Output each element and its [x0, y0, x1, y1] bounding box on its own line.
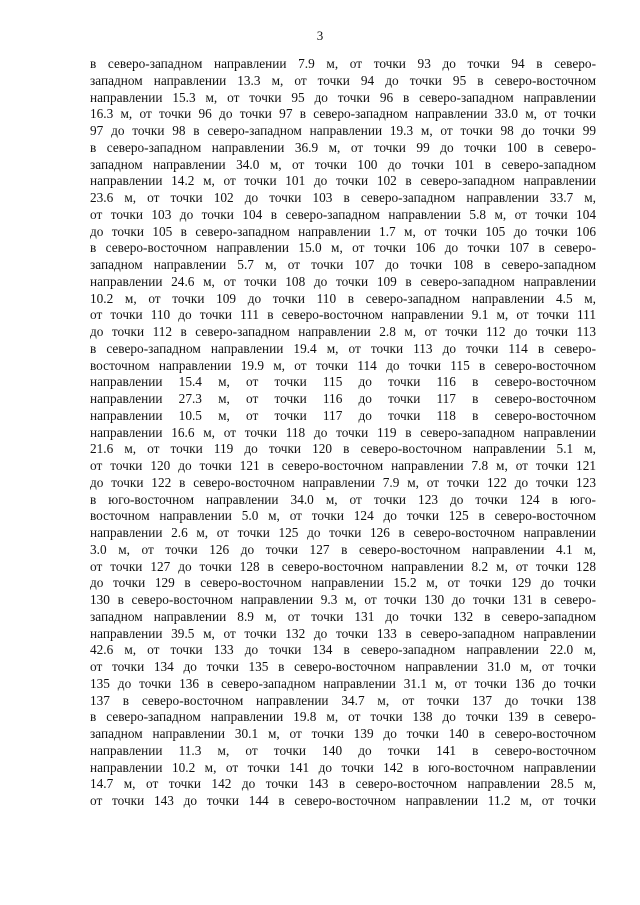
text-line: 3.0 м, от точки 126 до точки 127 в северо-восточном направлении 4.1 м, [90, 541, 596, 557]
text-line: до точки 129 в северо-восточном направлении 15.2 м, от точки 129 до точки [90, 575, 596, 591]
text-line: от точки 103 до точки 104 в северо-западном направлении 5.8 м, от точки 104 [90, 206, 596, 222]
text-line: в северо-западном направлении 19.4 м, от точки 113 до точки 114 в северо- [90, 340, 596, 356]
text-line: 23.6 м, от точки 102 до точки 103 в северо-западном направлении 33.7 м, [90, 190, 596, 205]
text-line: от точки 134 до точки 135 в северо-восточном направлении 31.0 м, от точки [90, 659, 596, 674]
text-line: в северо-восточном направлении 15.0 м, от точки 106 до точки 107 в северо- [90, 240, 596, 256]
text-line: западном направлении 8.9 м, от точки 131 до точки 132 в северо-западном [90, 608, 596, 624]
text-line: 42.6 м, от точки 133 до точки 134 в северо-западном направлении 22.0 м, [90, 642, 596, 658]
text-line: от точки 110 до точки 111 в северо-восточном направлении 9.1 м, от точки 111 [90, 307, 596, 323]
text-line: до точки 105 в северо-западном направлении 1.7 м, от точки 105 до точки 106 [90, 223, 596, 239]
text-line: направлении 39.5 м, от точки 132 до точки 133 в северо-западном направлении [90, 625, 596, 641]
text-line: направлении 2.6 м, от точки 125 до точки 126 в северо-восточном направлении [90, 525, 596, 540]
page-number: 3 [316, 28, 324, 43]
text-line: в северо-западном направлении 19.8 м, от точки 138 до точки 139 в северо- [90, 709, 596, 725]
text-line: от точки 120 до точки 121 в северо-восточном направлении 7.8 м, от точки 121 [90, 458, 596, 473]
text-line: направлении 10.2 м, от точки 141 до точки 142 в юго-восточном направлении [90, 759, 596, 775]
text-line: направлении 27.3 м, от точки 116 до точки 117 в северо-восточном [90, 391, 596, 406]
text-line: направлении 14.2 м, от точки 101 до точки 102 в северо-западном направлении [90, 173, 596, 189]
text-line: 10.2 м, от точки 109 до точки 110 в северо-западном направлении 4.5 м, [90, 290, 596, 306]
text-line: в северо-западном направлении 7.9 м, от точки 93 до точки 94 в северо- [90, 56, 596, 71]
text-line: направлении 15.3 м, от точки 95 до точки 96 в северо-западном направлении [90, 89, 596, 105]
text-line: направлении 24.6 м, от точки 108 до точки 109 в северо-западном направлении [90, 273, 596, 289]
text-line: западном направлении 30.1 м, от точки 139 до точки 140 в северо-восточном [90, 726, 596, 741]
text-line: в юго-восточном направлении 34.0 м, от точки 123 до точки 124 в юго- [90, 491, 596, 507]
text-line: в северо-западном направлении 36.9 м, от точки 99 до точки 100 в северо- [90, 139, 596, 155]
text-line: 135 до точки 136 в северо-западном направлении 31.1 м, от точки 136 до точки [90, 675, 596, 691]
text-line: западном направлении 13.3 м, от точки 94 до точки 95 в северо-восточном [90, 72, 596, 88]
body-paragraph [90, 56, 596, 810]
text-line: 14.7 м, от точки 142 до точки 143 в северо-восточном направлении 28.5 м, [90, 776, 596, 792]
text-line: 97 до точки 98 в северо-западном направлении 19.3 м, от точки 98 до точки 99 [90, 123, 596, 138]
text-line: 21.6 м, от точки 119 до точки 120 в северо-восточном направлении 5.1 м, [90, 441, 596, 457]
text-line: западном направлении 34.0 м, от точки 100 до точки 101 в северо-западном [90, 156, 596, 172]
text-line: восточном направлении 5.0 м, от точки 124 до точки 125 в северо-восточном [90, 508, 596, 524]
text-line: восточном направлении 19.9 м, от точки 114 до точки 115 в северо-восточном [90, 357, 596, 373]
text-line: направлении 16.6 м, от точки 118 до точки 119 в северо-западном направлении [90, 424, 596, 440]
text-line: от точки 143 до точки 144 в северо-восточном направлении 11.2 м, от точки [90, 793, 596, 808]
text-line: от точки 127 до точки 128 в северо-восточном направлении 8.2 м, от точки 128 [90, 558, 596, 574]
text-line: 130 в северо-восточном направлении 9.3 м, от точки 130 до точки 131 в северо- [90, 592, 596, 607]
text-line: направлении 11.3 м, от точки 140 до точки 141 в северо-восточном [90, 742, 596, 758]
text-line: до точки 122 в северо-восточном направлении 7.9 м, от точки 122 до точки 123 [90, 474, 596, 490]
text-line: 137 в северо-восточном направлении 34.7 м, от точки 137 до точки 138 [90, 692, 596, 708]
text-line: 16.3 м, от точки 96 до точки 97 в северо-западном направлении 33.0 м, от точки [90, 106, 596, 122]
text-line: западном направлении 5.7 м, от точки 107 до точки 108 в северо-западном [90, 257, 596, 272]
text-line: до точки 112 в северо-западном направлении 2.8 м, от точки 112 до точки 113 [90, 324, 596, 339]
text-line: направлении 10.5 м, от точки 117 до точки 118 в северо-восточном [90, 407, 596, 423]
text-line: направлении 15.4 м, от точки 115 до точки 116 в северо-восточном [90, 374, 596, 390]
